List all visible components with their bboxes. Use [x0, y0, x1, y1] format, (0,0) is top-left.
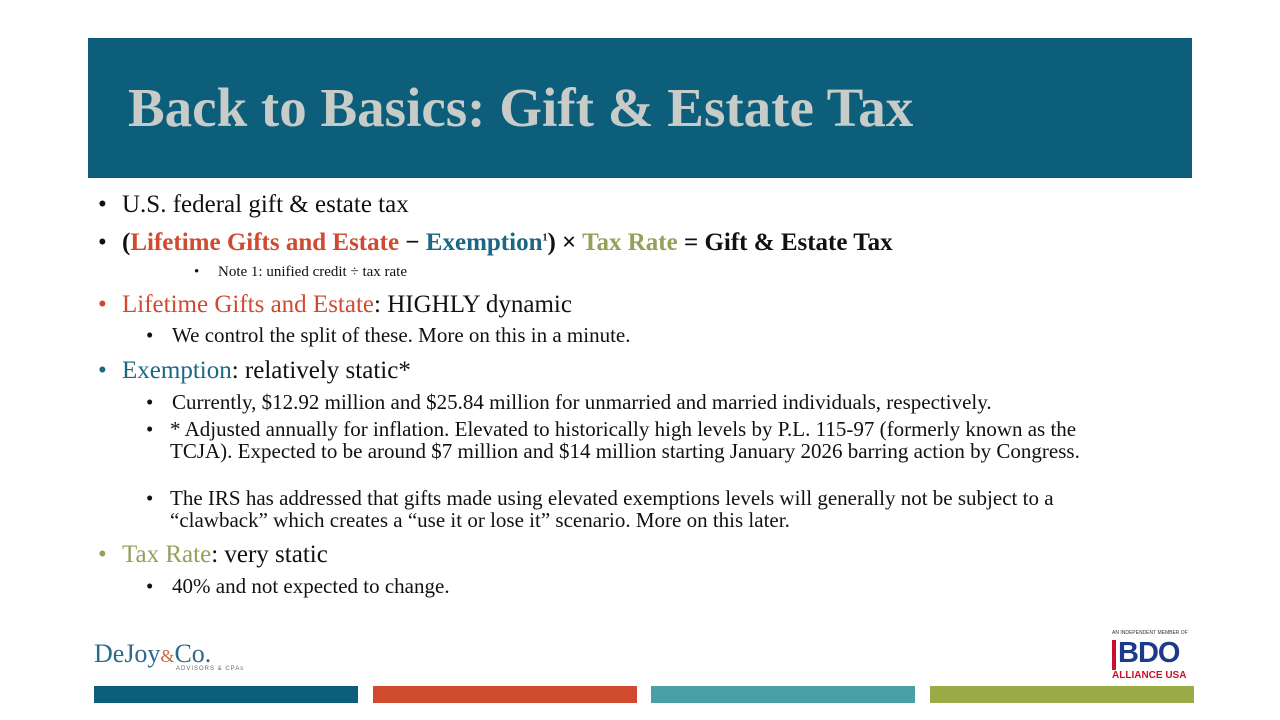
- bullet-exemption: • Exemption: relatively static*: [98, 354, 411, 388]
- formula-exemption: Exemption: [425, 229, 543, 256]
- dejoy-logo: DeJoy&Co.: [94, 639, 212, 668]
- note-1: • Note 1: unified credit ÷ tax rate: [194, 264, 407, 280]
- bullet-dot: •: [98, 357, 107, 384]
- bdo-logo: AN INDEPENDENT MEMBER OF BDO ALLIANCE USA: [1112, 630, 1188, 681]
- formula-lifetime: Lifetime Gifts and Estate: [130, 229, 400, 256]
- formula-tax-rate: Tax Rate: [582, 229, 678, 256]
- sub-exemption-inflation: • * Adjusted annually for inflation. Elevated to historically high levels by P.L. 115-97 (formerly known as the TCJA). Expected to be around $7 million and $14 million starting January 2026 barring action by Congress.: [146, 417, 1080, 463]
- sub-exemption-clawback: • The IRS has addressed that gifts made using elevated exemptions levels will generally not be subject to a “clawback” which creates a “use it or lose it” scenario. More on this later.: [146, 486, 1054, 532]
- dejoy-logo-subtitle: ADVISORS & CPAs: [176, 666, 245, 672]
- bullet-lifetime: • Lifetime Gifts and Estate: HIGHLY dynamic: [98, 288, 572, 322]
- bullet-dot: •: [146, 417, 154, 441]
- bullet-dot: •: [194, 264, 200, 280]
- slide-title: Back to Basics: Gift & Estate Tax: [128, 77, 914, 138]
- bullet-dot: •: [146, 390, 154, 414]
- bullet-dot: •: [98, 191, 107, 218]
- bdo-red-bar: [1112, 640, 1116, 670]
- bullet-dot: •: [146, 323, 154, 347]
- sub-tax-rate: • 40% and not expected to change.: [146, 574, 450, 598]
- bullet-dot: •: [98, 541, 107, 568]
- footer-bar-blue: [94, 686, 358, 703]
- bullet-gift-estate-tax: • U.S. federal gift & estate tax: [98, 188, 409, 222]
- footer-bar-red: [373, 686, 637, 703]
- bullet-dot: •: [98, 291, 107, 318]
- sub-lifetime: • We control the split of these. More on this in a minute.: [146, 323, 631, 347]
- footer-bar-teal: [651, 686, 915, 703]
- bullet-tax-rate: • Tax Rate: very static: [98, 538, 328, 572]
- footer-bar-green: [930, 686, 1194, 703]
- footnote-marker: 1: [542, 232, 548, 244]
- bullet-dot: •: [146, 486, 154, 510]
- bullet-dot: •: [146, 574, 154, 598]
- bullet-formula: • (Lifetime Gifts and Estate − Exemption$^1$) × Tax Rate = Gift & Estate Tax: [98, 226, 893, 260]
- sub-exemption-current: • Currently, $12.92 million and $25.84 million for unmarried and married individuals, respectively.: [146, 390, 992, 414]
- title-band: [88, 38, 1192, 178]
- bullet-dot: •: [98, 229, 107, 256]
